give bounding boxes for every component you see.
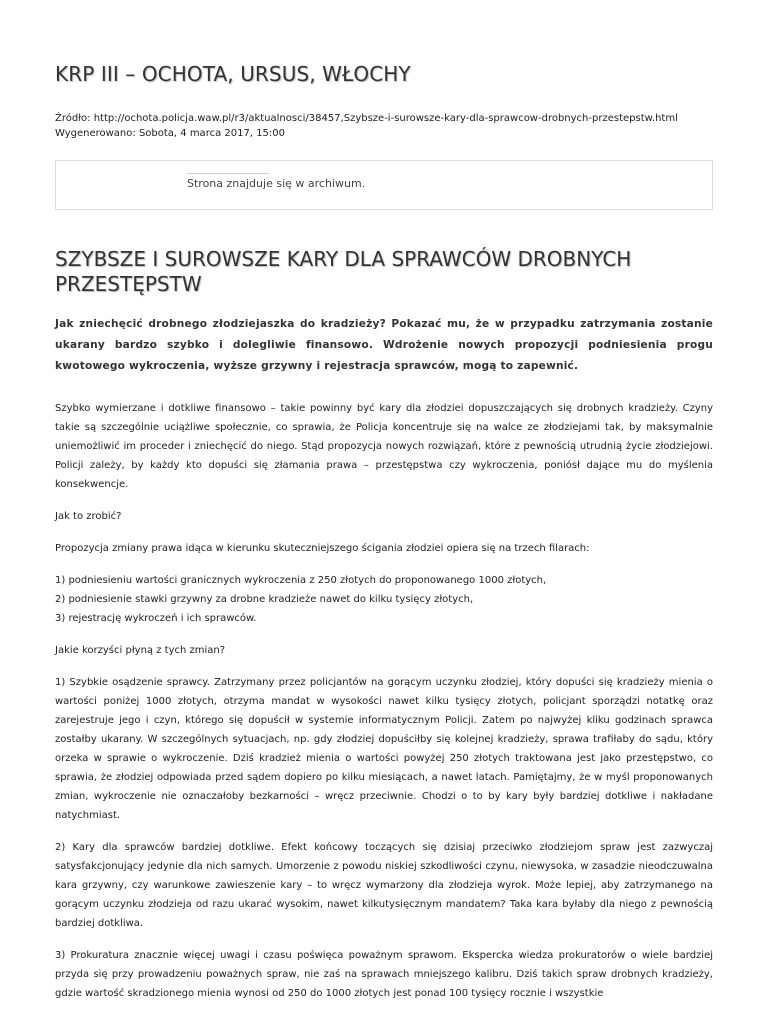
paragraph: 2) Kary dla sprawców bardziej dotkliwe. Efekt końcowy toczących się dzisiaj przeciwko złodziejom spraw jest zazwyczaj satysfakcjonujący jedynie dla nich samych. Umorzenie z powodu niskiej szkodliwości czynu, niewysoka, w zasadzie nieodczuwalna kara grzywny, czy warunkowe zawieszenie kary – to wręcz wymarzony dla złodzieja wyrok. Może lepiej, aby zatrzymanego na gorącym uczynku złodzieja od razu ukarać wysokim, nawet kilkutysięcznym mandatem? Taka kara byłaby dla niego z pewnością bardziej dotkliwa. — [55, 842, 713, 929]
paragraph: 1) Szybkie osądzenie sprawcy. Zatrzymany przez policjantów na gorącym uczynku złodziej, który dopuści się kradzieży mienia o wartości poniżej 1000 złotych, otrzyma mandat w wysokości nawet kilku tysięcy złotych, policjant sporządzi notatkę oraz zarejestruje jego i czyn, którego się dopuścił w systemie informatycznym Policji. Zatem po najwyżej kliku godzinach sprawca zostałby ukarany. W szczególnych sytuacjach, np. gdy złodziej dopuściłby się kolejnej kradzieży, sprawa trafiłaby do sądu, który orzeka w sprawie o wykroczenie. Dziś kradzież mienia o wartości powyżej 250 złotych traktowana jest jako przestępstwo, co sprawia, że złodziej odpowiada przed sądem dopiero po kilku miesiącach, a nawet latach. Pamiętajmy, że w myśl proponowanych zmian, wykroczenie nie oznaczałoby bezkarności – wręcz przeciwnie. Chodzi o to by kary były bardziej dotkliwe i nakładane natychmiast. — [55, 677, 713, 821]
article-title: SZYBSZE I SUROWSZE KARY DLA SPRAWCÓW DROBNYCH PRZESTĘPSTW — [55, 247, 632, 296]
divider — [187, 173, 269, 174]
archive-notice: Strona znajduje się w archiwum. — [187, 177, 366, 190]
pillars-list — [55, 571, 713, 628]
question-heading: Jakie korzyści płyną z tych zmian? — [55, 645, 226, 656]
article-lead: Jak zniechęcić drobnego złodziejaszka do kradzieży? Pokazać mu, że w przypadku zatrzymania zostanie ukarany bardzo szybko i dolegliwie finansowo. Wdrożenie nowych propozycji podniesienia progu kwotowego wykroczenia, wyższe grzywny i rejestracja sprawców, mogą to zapewnić. — [55, 318, 713, 372]
paragraph: 3) Prokuratura znacznie więcej uwagi i czasu poświęca poważnym sprawom. Ekspercka wiedza prokuratorów o wiele bardziej przyda się przy prowadzeniu poważnych spraw, nie zaś na sprawach mniejszego kalibru. Dziś takich spraw drobnych kradzieży, gdzie wartość skradzionego mienia wynosi od 250 do 1000 złotych jest ponad 100 tysięcy rocznie i wszystkie — [55, 950, 713, 999]
paragraph: Szybko wymierzane i dotkliwe finansowo – takie powinny być kary dla złodziei dopuszczających się drobnych kradzieży. Czyny takie są szczególnie uciążliwe społecznie, co sprawia, że Policja koncentruje się na walce ze złodziejami tak, by maksymalnie uniemożliwić im proceder i zniechęcić do niego. Stąd propozycja nowych rozwiązań, które z pewnością utrudnią życie złodziejowi. Policji zależy, by każdy kto dopuści się złamania prawa – przestępstwa czy wykroczenia, poniósł dające mu do myślenia konsekwencje. — [55, 403, 713, 490]
list-item: 2) podniesienie stawki grzywny za drobne kradzieże nawet do kilku tysięcy złotych, — [55, 594, 474, 605]
list-item: 3) rejestrację wykroczeń i ich sprawców. — [55, 613, 257, 624]
paragraph: Propozycja zmiany prawa idąca w kierunku skuteczniejszego ścigania złodziei opiera się na trzech filarach: — [55, 543, 590, 554]
article-body — [55, 314, 713, 1016]
source-url: Źródło: http://ochota.policja.waw.pl/r3/aktualnosci/38457,Szybsze-i-surowsze-kary-dla-sprawcow-drobnych-przestepstw.html — [55, 113, 678, 124]
source-meta — [55, 111, 735, 141]
list-item: 1) podniesieniu wartości granicznych wykroczenia z 250 złotych do proponowanego 1000 złotych, — [55, 575, 547, 586]
site-title: KRP III – OCHOTA, URSUS, WŁOCHY — [55, 62, 411, 86]
generated-date: Wygenerowano: Sobota, 4 marca 2017, 15:00 — [55, 128, 286, 139]
question-heading: Jak to zrobić? — [55, 511, 122, 522]
archive-notice-box — [55, 160, 713, 210]
